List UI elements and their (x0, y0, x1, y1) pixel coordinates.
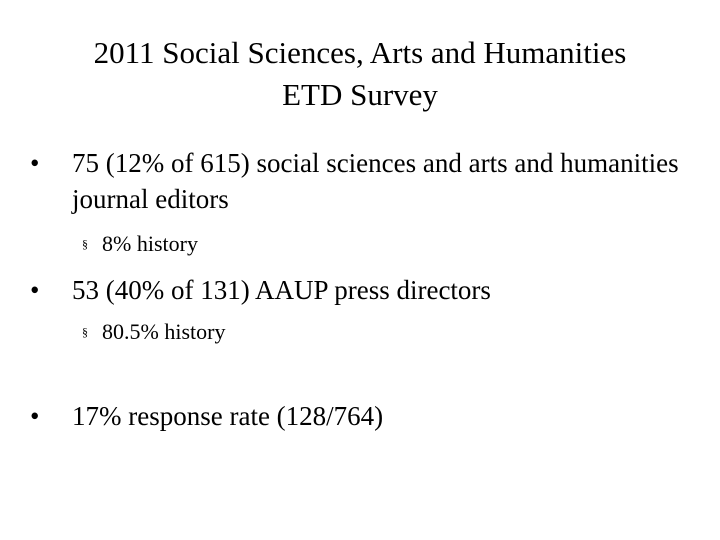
bullet-item-3 (30, 398, 690, 434)
section-sign-icon: § (82, 325, 88, 339)
bullet-text: 75 (12% of 615) social sciences and arts and humanities journal editors (72, 148, 679, 214)
bullet-item-1 (30, 145, 690, 217)
bullet-icon: • (30, 401, 40, 431)
section-sign-icon: § (82, 237, 88, 251)
bullet-text: 53 (40% of 131) AAUP press directors (72, 275, 491, 305)
bullet-item-2 (30, 272, 690, 308)
title-line-1: 2011 Social Sciences, Arts and Humanities (93, 35, 627, 70)
sub-bullet-item-2 (82, 318, 682, 346)
sub-bullet-text: 8% history (102, 231, 198, 256)
bullet-text: 17% response rate (128/764) (72, 401, 384, 431)
title-line-2: ETD Survey (282, 77, 438, 112)
bullet-icon: • (30, 275, 40, 305)
sub-bullet-item-1 (82, 230, 682, 258)
sub-bullet-text: 80.5% history (102, 319, 226, 344)
slide-title (0, 32, 720, 116)
bullet-icon: • (30, 148, 40, 178)
